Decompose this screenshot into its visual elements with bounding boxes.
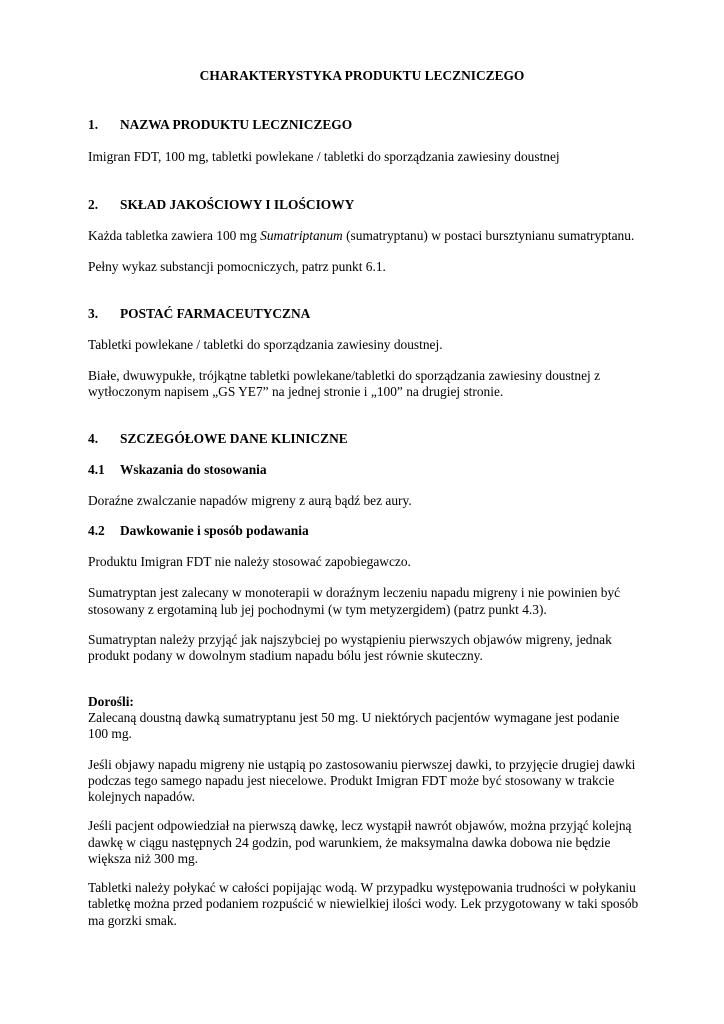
document-title: CHARAKTERYSTYKA PRODUKTU LECZNICZEGO [199,68,525,83]
adults-paragraph-2-line-3: kolejnych napadów. [88,789,195,804]
adults-paragraph-4-line-3: ma gorzki smak. [88,913,177,928]
adults-paragraph-2-line-1: Jeśli objawy napadu migreny nie ustąpią po zastosowaniu pierwszej dawki, to przyjęcie drugiej dawki [88,757,636,772]
subsection-4-2-paragraph-1: Produktu Imigran FDT nie należy stosować zapobiegawczo. [88,554,411,569]
section-title: NAZWA PRODUKTU LECZNICZEGO [120,117,353,132]
subsection-4-2-paragraph-2-line-2: stosowany z ergotaminą lub jej pochodnymi (w tym metyzergidem) (patrz punkt 4.3). [88,602,547,617]
section-1-heading [88,115,648,134]
section-3-heading [88,304,648,323]
section-3-paragraph-1: Tabletki powlekane / tabletki do sporządzania zawiesiny doustnej. [88,337,443,352]
section-2-paragraph-2: Pełny wykaz substancji pomocniczych, patrz punkt 6.1. [88,259,386,274]
subsection-4-1-heading [88,460,648,479]
section-1-paragraph: Imigran FDT, 100 mg, tabletki powlekane / tabletki do sporządzania zawiesiny doustnej [88,149,560,164]
section-number: 2. [88,197,99,212]
section-3-paragraph-2-line-1: Białe, dwuwypukłe, trójkątne tabletki powlekane/tabletki do sporządzania zawiesiny doustnej z [88,368,601,383]
adults-heading: Dorośli: [88,694,134,709]
subsection-4-2-paragraph-2-line-1: Sumatryptan jest zalecany w monoterapii w doraźnym leczeniu napadu migreny i nie powinien być [88,585,621,600]
adults-paragraph-3-line-1: Jeśli pacjent odpowiedział na pierwszą dawkę, lecz wystąpił nawrót objawów, można przyjąć kolejną [88,818,632,833]
latin-substance-name: Sumatriptanum [260,228,343,243]
section-number: 4. [88,431,99,446]
adults-paragraph-1-line-1: Zalecaną doustną dawką sumatryptanu jest 50 mg. U niektórych pacjentów wymagane jest podanie [88,710,620,725]
section-2-heading [88,195,648,214]
section-number: 3. [88,306,99,321]
subsection-number: 4.2 [88,523,105,538]
subsection-4-2-heading [88,521,648,540]
section-4-heading [88,429,648,448]
subsection-4-2-paragraph-3-line-1: Sumatryptan należy przyjąć jak najszybciej po wystąpieniu pierwszych objawów migreny, jednak [88,632,612,647]
adults-paragraph-3-line-2: dawkę w ciągu następnych 24 godzin, pod warunkiem, że maksymalna dawka dobowa nie będzie [88,835,611,850]
adults-paragraph-1-line-2: 100 mg. [88,726,132,741]
section-title: SKŁAD JAKOŚCIOWY I ILOŚCIOWY [120,197,355,212]
adults-paragraph-4-line-1: Tabletki należy połykać w całości popijając wodą. W przypadku występowania trudności w połykaniu [88,880,636,895]
adults-paragraph-3-line-3: większa niż 300 mg. [88,851,199,866]
subsection-title: Wskazania do stosowania [120,462,267,477]
subsection-4-2-paragraph-3-line-2: produkt podany w dowolnym stadium napadu bólu jest równie skuteczny. [88,648,483,663]
section-2-paragraph-1 [88,226,648,245]
section-title: SZCZEGÓŁOWE DANE KLINICZNE [120,431,348,446]
section-3-paragraph-2-line-2: wytłoczonym napisem „GS YE7” na jednej stronie i „100” na drugiej stronie. [88,384,504,399]
section-number: 1. [88,117,99,132]
subsection-number: 4.1 [88,462,105,477]
adults-paragraph-4-line-2: tabletkę można przed podaniem rozpuścić w niewielkiej ilości wody. Lek przygotowany w taki sposób [88,896,639,911]
text-run: (sumatryptanu) w postaci bursztynianu sumatryptanu. [342,228,635,243]
subsection-title: Dawkowanie i sposób podawania [120,523,309,538]
text-run: Każda tabletka zawiera 100 mg [88,228,261,243]
subsection-4-1-paragraph: Doraźne zwalczanie napadów migreny z aurą bądź bez aury. [88,493,412,508]
section-title: POSTAĆ FARMACEUTYCZNA [120,306,311,321]
adults-paragraph-2-line-2: podczas tego samego napadu jest niecelowe. Produkt Imigran FDT może być stosowany w trakcie [88,773,615,788]
